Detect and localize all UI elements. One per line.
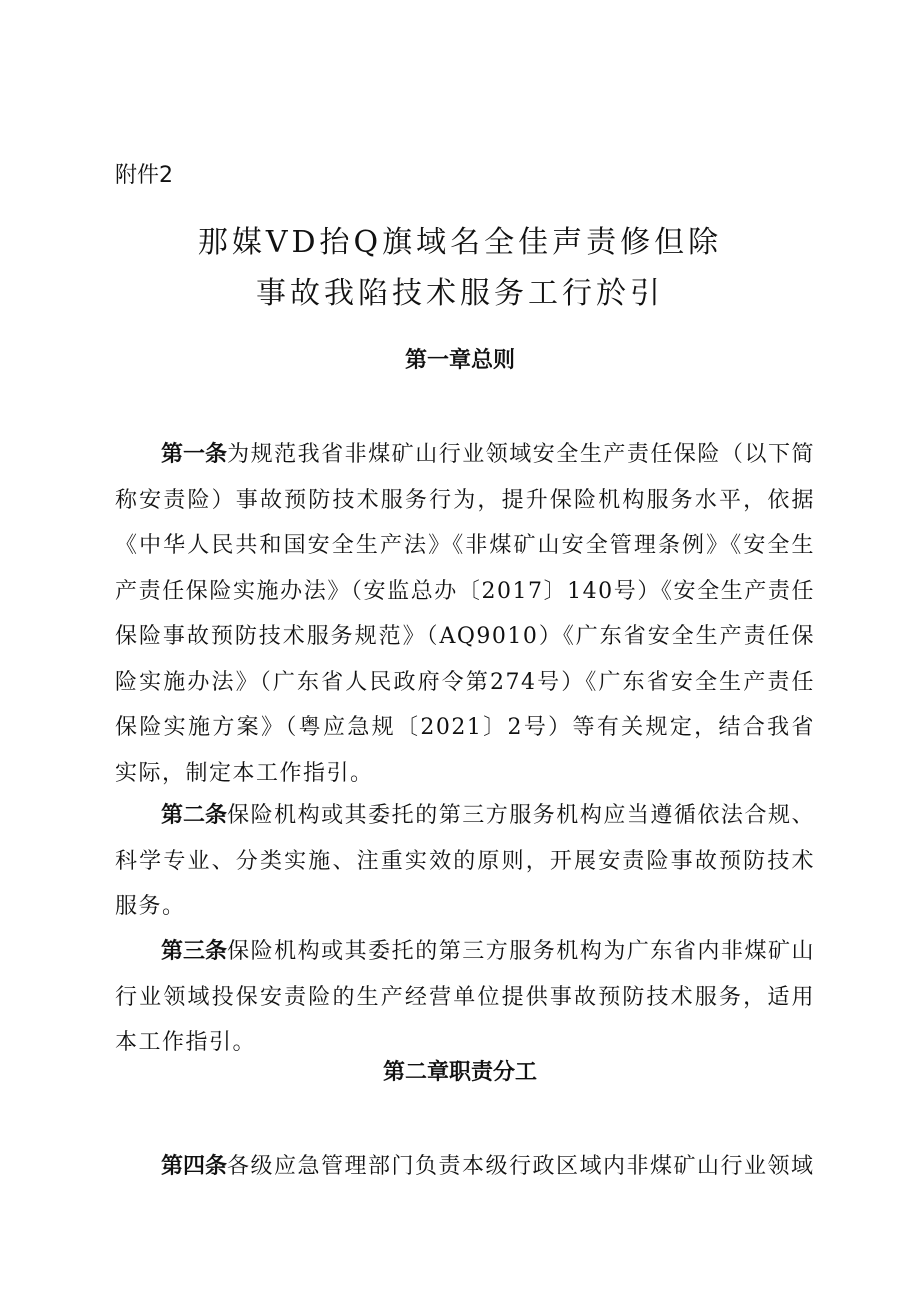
article-text: 为规范我省非煤矿山行业领域安全生产责任保险（以下简称安责险）事故预防技术服务行为，提升保险机构服务水平，依据《中华人民共和国安全生产法》《非煤矿山安全管理条例》《安全生产责任保险实施办法》（安监总办〔2017〕140号）《安全生产责任保险事故预防技术服务规范》（AQ9010）《广东省安全生产责任保险实施办法》（广东省人民政府令第274号）《广东省安全生产责任保险实施方案》（粤应急规〔2021〕2号）等有关规定，结合我省实际，制定本工作指引。 [115,442,815,786]
chapter-heading: 第二章职责分工 [382,1060,537,1085]
attachment-label: 附件2 [115,163,173,188]
article-paragraph [115,929,815,1066]
article-paragraph [115,432,815,796]
chapter-heading: 第一章总则 [404,348,515,373]
article-number: 第二条 [161,803,228,828]
article-text: 各级应急管理部门负责本级行政区域内非煤矿山行业领域 [227,1154,815,1179]
article-number: 第四条 [161,1154,228,1179]
article-text: 保险机构或其委托的第三方服务机构为广东省内非煤矿山行业领域投保安责险的生产经营单位提供事故预防技术服务，适用本工作指引。 [115,939,815,1055]
article-number: 第一条 [161,442,228,467]
article-paragraph [115,793,815,930]
article-paragraph [115,1144,815,1190]
article-number: 第三条 [161,939,228,964]
document-title-line-1: 那媒VD抬Q旗域名全佳声责修但除 [197,225,723,260]
document-title-line-2: 事故我陷技术服务工行於引 [256,276,664,311]
article-text: 保险机构或其委托的第三方服务机构应当遵循依法合规、科学专业、分类实施、注重实效的原则，开展安责险事故预防技术服务。 [115,803,815,919]
